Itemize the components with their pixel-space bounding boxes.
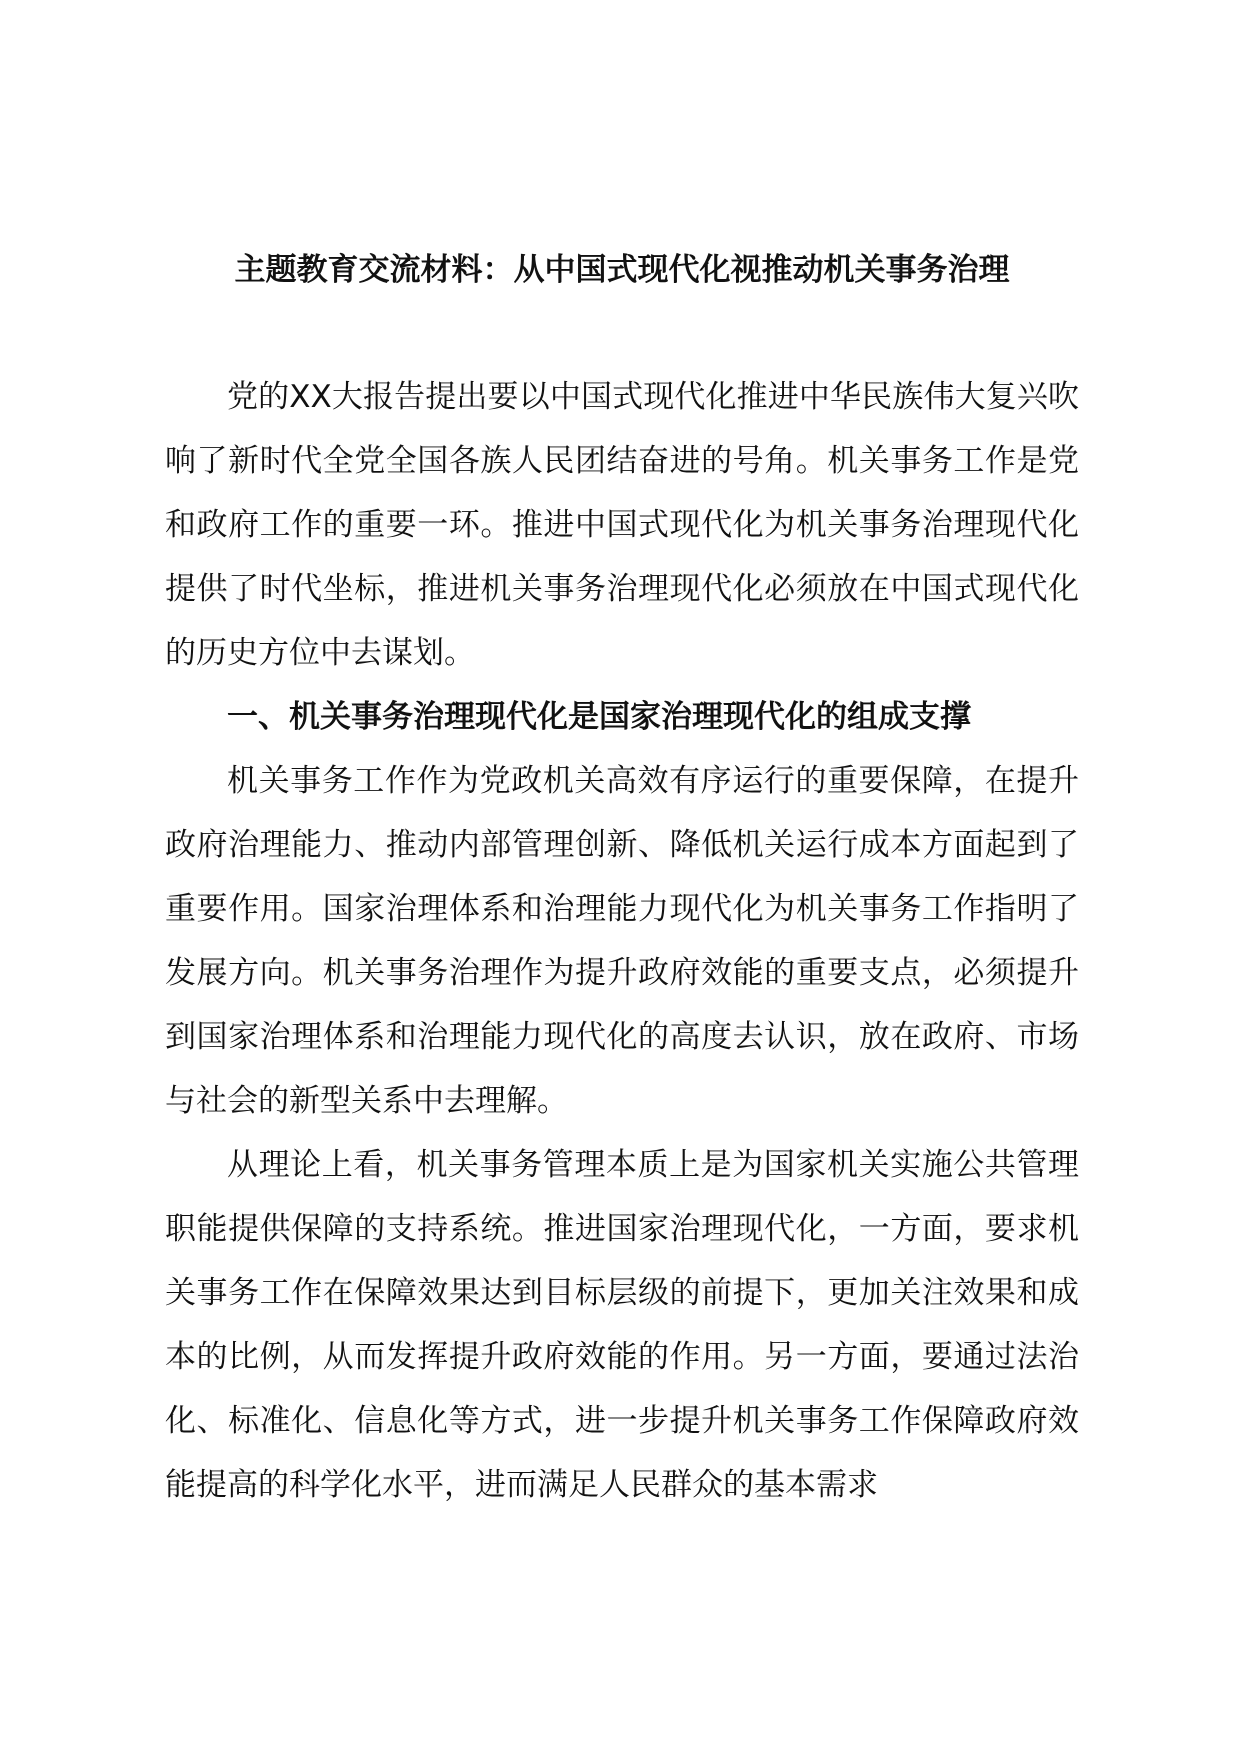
- section-heading-1: 一、机关事务治理现代化是国家治理现代化的组成支撑: [227, 699, 971, 735]
- document-title: 主题教育交流材料：从中国式现代化视推动机关事务治理: [234, 252, 1010, 288]
- paragraph-section1-2: 从理论上看，机关事务管理本质上是为国家机关实施公共管理职能提供保障的支持系统。推进国家治理现代化，一方面，要求机关事务工作在保障效果达到目标层级的前提下，更加关注效果和成本的比例，从而发挥提升政府效能的作用。另一方面，要通过法治化、标准化、信息化等方式，进一步提升机关事务工作保障政府效能提高的科学化水平，进而满足人民群众的基本需求: [165, 1147, 1079, 1503]
- paragraph-section1-1: 机关事务工作作为党政机关高效有序运行的重要保障，在提升政府治理能力、推动内部管理创新、降低机关运行成本方面起到了重要作用。国家治理体系和治理能力现代化为机关事务工作指明了发展方向。机关事务治理作为提升政府效能的重要支点，必须提升到国家治理体系和治理能力现代化的高度去认识，放在政府、市场与社会的新型关系中去理解。: [165, 763, 1079, 1119]
- paragraph-intro: 党的XX大报告提出要以中国式现代化推进中华民族伟大复兴吹响了新时代全党全国各族人民团结奋进的号角。机关事务工作是党和政府工作的重要一环。推进中国式现代化为机关事务治理现代化提供了时代坐标，推进机关事务治理现代化必须放在中国式现代化的历史方位中去谋划。: [165, 379, 1079, 671]
- document-body: [165, 365, 1079, 1517]
